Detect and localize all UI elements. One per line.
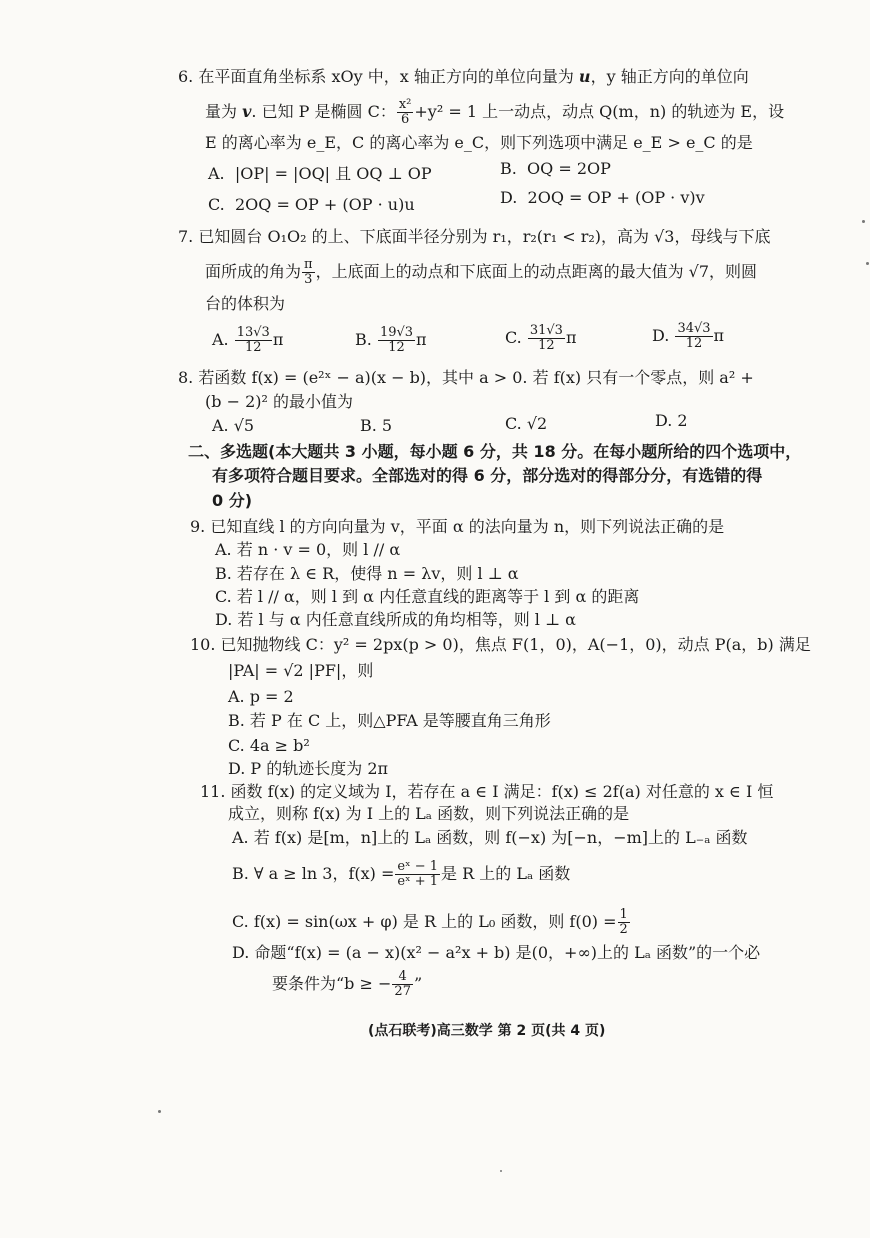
q11-option-b-post: 是 R 上的 Lₐ 函数: [441, 864, 571, 883]
q10-option-d: D. P 的轨迹长度为 2π: [228, 759, 389, 778]
q7-option-b: [355, 320, 427, 360]
q8-text-1: 若函数 f(x) = (e²ˣ − a)(x − b)，其中 a > 0. 若 f(x) 只有一个零点，则 a² +: [198, 368, 754, 387]
q8-line-2: (b − 2)² 的最小值为: [205, 392, 353, 411]
q10-text-1: 已知抛物线 C：y² = 2px(p > 0)，焦点 F(1，0)，A(−1，0)，动点 P(a，b) 满足: [220, 635, 811, 654]
q7-option-c-label: C.: [505, 328, 522, 347]
q7-option-a-frac: [235, 326, 272, 355]
q11-b-den: eˣ + 1: [397, 874, 439, 889]
q11-text-1: 函数 f(x) 的定义域为 I，若存在 a ∈ I 满足：f(x) ≤ 2f(a) 对任意的 x ∈ I 恒: [230, 782, 774, 801]
q7-d-num: 34√3: [677, 321, 711, 336]
q6-text-2c: +y² = 1 上一动点，动点 Q(m，n) 的轨迹为 E，设: [414, 102, 785, 121]
q11-d-num: 4: [392, 970, 413, 985]
section2-heading-3: 0 分): [212, 491, 253, 510]
q7-line-2: [205, 258, 757, 287]
q7-option-c-frac: [528, 324, 565, 353]
q7-a-num: 13√3: [236, 325, 270, 340]
q7-option-c: [505, 318, 576, 358]
q6-option-d-text: 2OQ = OP + (OP · v)v: [527, 188, 705, 207]
q11-option-b: [232, 852, 570, 896]
q11-b-num: eˣ − 1: [397, 859, 439, 874]
q7-line-1: [178, 226, 770, 248]
q6-text-2a: 量为: [205, 102, 243, 121]
scan-speck: [158, 1110, 161, 1113]
q6-frac-num: x²: [398, 97, 412, 112]
q11-option-d-close: ”: [413, 974, 423, 993]
q7-d-den: 12: [685, 336, 703, 351]
q11-line-2: 成立，则称 f(x) 为 I 上的 Lₐ 函数，则下列说法正确的是: [228, 804, 630, 823]
q6-line-1: [178, 66, 749, 88]
scan-speck: [866, 262, 869, 265]
q6-option-a: [208, 163, 432, 185]
q11-option-a: A. 若 f(x) 是[m，n]上的 Lₐ 函数，则 f(−x) 为[−n，−m]上的 L₋ₐ 函数: [232, 828, 748, 847]
q11-c-den: 2: [619, 922, 628, 937]
q6-option-c-text: 2OQ = OP + (OP · u)u: [234, 195, 415, 214]
q7-option-a: [212, 320, 283, 360]
q6-option-a-label: A.: [208, 164, 225, 183]
section2-heading-2: 有多项符合题目要求。全部选对的得 6 分，部分选对的得部分分，有选错的得: [212, 466, 763, 485]
q6-text-1a: 在平面直角坐标系 xOy 中，x 轴正方向的单位向量为: [198, 67, 579, 86]
q7-d-pi: π: [713, 326, 725, 345]
q6-ellipse-fraction: [397, 98, 414, 127]
q8-line-1: [178, 367, 754, 389]
q7-a-pi: π: [272, 330, 284, 349]
scan-speck: [500, 1170, 502, 1172]
q6-option-b-text: OQ = 2OP: [527, 159, 611, 178]
q7-a-den: 12: [245, 340, 262, 355]
q9-option-b: B. 若存在 λ ∈ R，使得 n = λv，则 l ⊥ α: [215, 564, 519, 583]
q11-option-c-frac: [618, 908, 630, 937]
q11-option-d-line-1: D. 命题“f(x) = (a − x)(x² − a²x + b) 是(0，+∞)上的 Lₐ 函数”的一个必: [232, 943, 761, 962]
q8-number: 8.: [178, 368, 194, 387]
q7-b-num: 19√3: [379, 325, 414, 340]
q7-c-den: 12: [538, 338, 555, 353]
q10-number: 10.: [190, 635, 216, 654]
q7-option-d-label: D.: [652, 326, 670, 345]
q8-option-c: C. √2: [505, 414, 548, 433]
q9-option-d: D. 若 l 与 α 内任意直线所成的角均相等，则 l ⊥ α: [215, 610, 576, 629]
q10-line-1: [190, 634, 811, 656]
q9-stem: 已知直线 l 的方向向量为 v，平面 α 的法向量为 n，则下列说法正确的是: [210, 517, 725, 536]
q11-option-d-line-2: [272, 962, 422, 1006]
q8-option-a: A. √5: [212, 416, 255, 435]
q7-option-b-frac: [378, 326, 415, 355]
page-footer: (点石联考)高三数学 第 2 页(共 4 页): [368, 1023, 606, 1039]
q7-option-d-frac: [675, 322, 712, 351]
q7-option-a-label: A.: [212, 330, 229, 349]
q10-line-2: |PA| = √2 |PF|，则: [228, 661, 374, 680]
q7-text-2b: ，上底面上的动点和下底面上的动点距离的最大值为 √7，则圆: [315, 262, 758, 281]
q11-number: 11.: [200, 782, 226, 801]
q11-option-c: [232, 900, 631, 944]
q6-vector-u: u: [578, 67, 591, 86]
q11-option-c-pre: C. f(x) = sin(ωx + φ) 是 R 上的 L₀ 函数，则 f(0) =: [232, 912, 617, 931]
q9-line-1: [190, 516, 724, 538]
q10-option-a: A. p = 2: [228, 687, 294, 706]
q7-number: 7.: [178, 227, 194, 246]
q6-text-2b: . 已知 P 是椭圆 C：: [251, 102, 396, 121]
q7-text-1: 已知圆台 O₁O₂ 的上、下底面半径分别为 r₁，r₂(r₁ < r₂)，高为 √3，母线与下底: [198, 227, 771, 246]
q11-option-d-frac: [392, 970, 413, 999]
q6-line-2: [205, 98, 784, 127]
scan-speck: [862, 220, 865, 223]
q6-option-b-label: B.: [500, 159, 517, 178]
q8-option-b: B. 5: [360, 416, 393, 435]
q7-c-pi: π: [565, 328, 577, 347]
q6-frac-den: 6: [400, 112, 410, 127]
q6-text-1b: ，y 轴正方向的单位向: [590, 67, 749, 86]
q11-d-den: 27: [394, 984, 411, 999]
q9-option-a: A. 若 n · v = 0，则 l // α: [215, 540, 401, 559]
q6-option-b: [500, 158, 611, 180]
q11-option-d-text: 要条件为“b ≥ −: [272, 974, 392, 993]
q6-number: 6.: [178, 67, 194, 86]
q7-line-3: 台的体积为: [205, 294, 286, 313]
q9-number: 9.: [190, 517, 206, 536]
q10-option-b: B. 若 P 在 C 上，则△PFA 是等腰直角三角形: [228, 711, 551, 730]
q9-option-c: C. 若 l // α，则 l 到 α 内任意直线的距离等于 l 到 α 的距离: [215, 587, 640, 606]
q11-option-b-frac: [395, 860, 440, 889]
q10-option-c: C. 4a ≥ b²: [228, 736, 310, 755]
q7-frac-den: 3: [304, 272, 313, 287]
q6-option-c: [208, 194, 415, 216]
q11-option-b-pre: B. ∀ a ≥ ln 3，f(x) =: [232, 864, 395, 883]
q11-c-num: 1: [619, 907, 628, 922]
q7-frac-num: π: [304, 257, 313, 272]
q8-option-d: D. 2: [655, 411, 688, 430]
q7-angle-fraction: [302, 258, 315, 287]
q6-vector-v: v: [242, 102, 252, 121]
q6-option-c-label: C.: [208, 195, 225, 214]
q7-text-2a: 面所成的角为: [205, 262, 302, 281]
q6-option-d-label: D.: [500, 188, 518, 207]
q11-line-1: [200, 781, 773, 803]
q6-option-a-text: |OP| = |OQ| 且 OQ ⊥ OP: [234, 164, 432, 183]
q6-option-d: [500, 187, 705, 209]
q7-c-num: 31√3: [529, 323, 563, 338]
q7-b-pi: π: [416, 330, 427, 349]
q7-option-d: [652, 316, 724, 356]
q7-option-b-label: B.: [355, 330, 372, 349]
q6-line-3: E 的离心率为 e_E，C 的离心率为 e_C，则下列选项中满足 e_E > e_C 的是: [205, 133, 753, 152]
section2-heading-1: 二、多选题(本大题共 3 小题，每小题 6 分，共 18 分。在每小题所给的四个选项中，: [188, 442, 802, 461]
q7-b-den: 12: [388, 340, 405, 355]
